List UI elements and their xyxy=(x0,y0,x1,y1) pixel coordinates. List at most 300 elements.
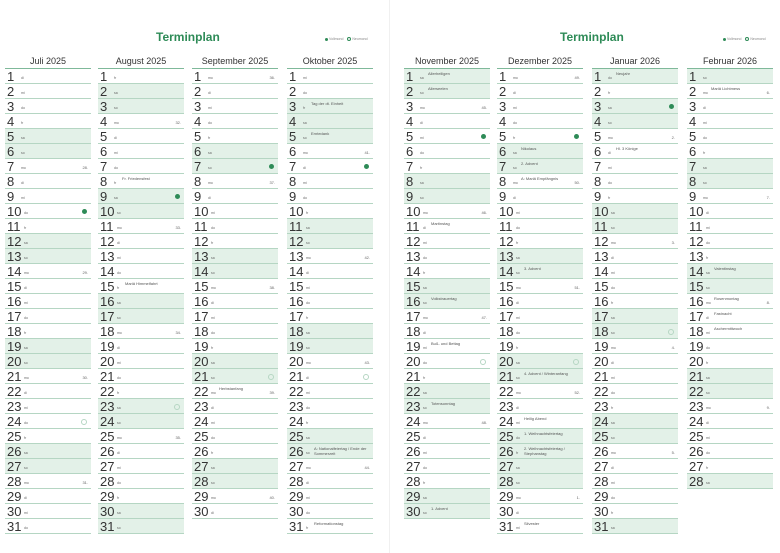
day-row[interactable] xyxy=(404,99,490,114)
day-row[interactable] xyxy=(5,384,91,399)
day-number: 28 xyxy=(289,474,304,489)
day-row[interactable] xyxy=(592,489,678,504)
day-row[interactable] xyxy=(287,174,373,189)
day-row[interactable] xyxy=(687,294,773,309)
day-row[interactable] xyxy=(98,264,184,279)
week-number: 40. xyxy=(269,495,275,500)
day-row[interactable] xyxy=(192,504,278,519)
new-moon-icon xyxy=(745,37,749,41)
weekday-label: mo xyxy=(306,256,311,260)
day-row[interactable] xyxy=(192,489,278,504)
day-row[interactable] xyxy=(98,414,184,429)
day-row[interactable] xyxy=(687,309,773,324)
day-row[interactable] xyxy=(687,429,773,444)
day-row[interactable] xyxy=(287,114,373,129)
day-number: 6 xyxy=(594,144,602,159)
day-row[interactable] xyxy=(687,249,773,264)
day-row[interactable] xyxy=(287,399,373,414)
weekday-label: fr xyxy=(306,421,309,425)
day-row[interactable] xyxy=(192,174,278,189)
day-number: 27 xyxy=(594,459,609,474)
day-row[interactable] xyxy=(5,369,91,384)
day-row[interactable] xyxy=(497,174,583,189)
weekday-label: fr xyxy=(516,451,519,455)
day-row[interactable] xyxy=(404,69,490,84)
day-row[interactable] xyxy=(287,354,373,369)
day-row[interactable] xyxy=(98,309,184,324)
day-row[interactable] xyxy=(5,279,91,294)
day-row[interactable] xyxy=(404,429,490,444)
day-row[interactable] xyxy=(592,429,678,444)
day-row[interactable] xyxy=(287,324,373,339)
day-row[interactable] xyxy=(5,294,91,309)
day-row[interactable] xyxy=(687,264,773,279)
day-row[interactable] xyxy=(287,159,373,174)
day-row[interactable] xyxy=(404,414,490,429)
day-number: 14 xyxy=(289,264,304,279)
day-row[interactable] xyxy=(192,339,278,354)
day-row[interactable] xyxy=(98,99,184,114)
day-row[interactable] xyxy=(592,174,678,189)
weekday-label: fr xyxy=(608,196,611,200)
day-row[interactable] xyxy=(287,309,373,324)
day-row[interactable] xyxy=(592,399,678,414)
day-row[interactable] xyxy=(687,159,773,174)
day-row[interactable] xyxy=(5,339,91,354)
day-row[interactable] xyxy=(5,84,91,99)
day-row[interactable] xyxy=(287,144,373,159)
day-row[interactable] xyxy=(98,324,184,339)
day-row[interactable] xyxy=(5,399,91,414)
day-row[interactable] xyxy=(404,399,490,414)
day-row[interactable] xyxy=(687,114,773,129)
day-row[interactable] xyxy=(687,414,773,429)
day-number: 21 xyxy=(7,369,22,384)
day-row[interactable] xyxy=(192,234,278,249)
day-number: 15 xyxy=(7,279,22,294)
day-row[interactable] xyxy=(5,159,91,174)
day-row[interactable] xyxy=(98,294,184,309)
month-column xyxy=(592,54,678,534)
day-row[interactable] xyxy=(98,234,184,249)
day-row[interactable] xyxy=(5,99,91,114)
day-row[interactable] xyxy=(687,354,773,369)
day-row[interactable] xyxy=(98,219,184,234)
day-row[interactable] xyxy=(287,84,373,99)
day-row[interactable] xyxy=(287,489,373,504)
day-row[interactable] xyxy=(592,324,678,339)
weekday-label: di xyxy=(703,106,706,110)
day-row[interactable] xyxy=(592,84,678,99)
day-row[interactable] xyxy=(98,129,184,144)
day-number: 15 xyxy=(594,279,609,294)
day-row[interactable] xyxy=(687,189,773,204)
day-row[interactable] xyxy=(497,189,583,204)
day-row[interactable] xyxy=(592,219,678,234)
day-row[interactable] xyxy=(98,69,184,84)
weekday-label: mi xyxy=(306,286,310,290)
day-row[interactable] xyxy=(5,459,91,474)
day-row[interactable] xyxy=(592,144,678,159)
day-row[interactable] xyxy=(497,309,583,324)
day-row[interactable] xyxy=(592,459,678,474)
week-number: 50. xyxy=(574,180,580,185)
day-row[interactable] xyxy=(192,114,278,129)
day-row[interactable] xyxy=(592,99,678,114)
day-row[interactable] xyxy=(287,279,373,294)
day-row[interactable] xyxy=(404,354,490,369)
day-row[interactable] xyxy=(497,129,583,144)
day-row[interactable] xyxy=(592,369,678,384)
day-row[interactable] xyxy=(497,264,583,279)
day-row[interactable] xyxy=(5,129,91,144)
day-row[interactable] xyxy=(687,444,773,459)
day-row[interactable] xyxy=(497,459,583,474)
day-row[interactable] xyxy=(98,489,184,504)
day-row[interactable] xyxy=(192,279,278,294)
day-row[interactable] xyxy=(5,489,91,504)
day-row[interactable] xyxy=(497,159,583,174)
day-number: 2 xyxy=(289,84,297,99)
weekday-label: fr xyxy=(423,271,426,275)
day-row[interactable] xyxy=(687,279,773,294)
day-number: 16 xyxy=(194,294,209,309)
day-row[interactable] xyxy=(192,219,278,234)
day-row[interactable] xyxy=(287,504,373,519)
day-row[interactable] xyxy=(5,189,91,204)
weekday-label: do xyxy=(208,121,212,125)
weekday-label: fr xyxy=(24,331,27,335)
holiday-label: Martinstag xyxy=(431,221,450,226)
day-row[interactable] xyxy=(404,279,490,294)
day-row[interactable] xyxy=(287,384,373,399)
day-row[interactable] xyxy=(192,189,278,204)
day-row[interactable] xyxy=(192,399,278,414)
day-row[interactable] xyxy=(404,459,490,474)
day-row[interactable] xyxy=(497,84,583,99)
day-row[interactable] xyxy=(287,249,373,264)
day-row[interactable] xyxy=(592,114,678,129)
day-row[interactable] xyxy=(592,249,678,264)
day-row[interactable] xyxy=(5,69,91,84)
day-row[interactable] xyxy=(98,114,184,129)
day-row[interactable] xyxy=(687,99,773,114)
day-row[interactable] xyxy=(592,414,678,429)
day-number: 23 xyxy=(7,399,22,414)
day-row[interactable] xyxy=(497,324,583,339)
day-row[interactable] xyxy=(287,69,373,84)
day-row[interactable] xyxy=(192,69,278,84)
day-row[interactable] xyxy=(497,144,583,159)
day-row[interactable] xyxy=(497,474,583,489)
day-row[interactable] xyxy=(98,429,184,444)
day-row[interactable] xyxy=(98,84,184,99)
day-row[interactable] xyxy=(687,174,773,189)
day-row[interactable] xyxy=(404,204,490,219)
day-row[interactable] xyxy=(192,444,278,459)
weekday-label: di xyxy=(306,376,309,380)
day-number: 29 xyxy=(594,489,609,504)
day-row[interactable] xyxy=(5,144,91,159)
day-row[interactable] xyxy=(192,144,278,159)
day-row[interactable] xyxy=(5,114,91,129)
day-row[interactable] xyxy=(192,324,278,339)
day-row[interactable] xyxy=(592,519,678,534)
day-row[interactable] xyxy=(287,189,373,204)
day-row[interactable] xyxy=(404,324,490,339)
day-row[interactable] xyxy=(5,249,91,264)
day-row[interactable] xyxy=(497,384,583,399)
day-number: 12 xyxy=(594,234,609,249)
day-row[interactable] xyxy=(687,234,773,249)
day-row[interactable] xyxy=(497,249,583,264)
day-number: 13 xyxy=(194,249,209,264)
day-row[interactable] xyxy=(98,159,184,174)
day-row[interactable] xyxy=(687,369,773,384)
day-row[interactable] xyxy=(5,429,91,444)
day-row[interactable] xyxy=(497,399,583,414)
day-row[interactable] xyxy=(287,444,373,459)
day-row[interactable] xyxy=(287,264,373,279)
day-row[interactable] xyxy=(192,309,278,324)
day-row[interactable] xyxy=(497,444,583,459)
day-row[interactable] xyxy=(98,384,184,399)
weekday-label: do xyxy=(117,271,121,275)
day-row[interactable] xyxy=(592,354,678,369)
day-row[interactable] xyxy=(687,219,773,234)
day-row[interactable] xyxy=(5,219,91,234)
day-row[interactable] xyxy=(497,219,583,234)
day-row[interactable] xyxy=(287,204,373,219)
day-row[interactable] xyxy=(192,429,278,444)
day-row[interactable] xyxy=(592,339,678,354)
day-row[interactable] xyxy=(287,519,373,534)
day-row[interactable] xyxy=(98,474,184,489)
day-row[interactable] xyxy=(98,444,184,459)
moon-legend xyxy=(720,37,766,41)
day-row[interactable] xyxy=(497,294,583,309)
day-row[interactable] xyxy=(497,429,583,444)
day-row[interactable] xyxy=(592,279,678,294)
day-row[interactable] xyxy=(287,219,373,234)
day-row[interactable] xyxy=(687,84,773,99)
day-row[interactable] xyxy=(192,459,278,474)
new-moon-icon xyxy=(363,374,369,380)
day-row[interactable] xyxy=(687,204,773,219)
day-number: 28 xyxy=(689,474,704,489)
day-row[interactable] xyxy=(5,504,91,519)
day-row[interactable] xyxy=(687,324,773,339)
day-row[interactable] xyxy=(497,279,583,294)
day-row[interactable] xyxy=(192,369,278,384)
day-row[interactable] xyxy=(687,459,773,474)
day-row[interactable] xyxy=(98,399,184,414)
day-row[interactable] xyxy=(98,279,184,294)
day-row[interactable] xyxy=(497,69,583,84)
day-row[interactable] xyxy=(404,474,490,489)
day-number: 12 xyxy=(100,234,115,249)
day-row[interactable] xyxy=(497,204,583,219)
day-row[interactable] xyxy=(592,294,678,309)
weekday-label: sa xyxy=(117,511,121,515)
day-row[interactable] xyxy=(98,174,184,189)
day-row[interactable] xyxy=(497,339,583,354)
day-row[interactable] xyxy=(5,264,91,279)
day-row[interactable] xyxy=(687,384,773,399)
day-row[interactable] xyxy=(287,234,373,249)
day-row[interactable] xyxy=(287,129,373,144)
month-name: Dezember 2025 xyxy=(497,54,583,69)
day-row[interactable] xyxy=(5,414,91,429)
day-row[interactable] xyxy=(497,519,583,534)
day-row[interactable] xyxy=(287,369,373,384)
day-row[interactable] xyxy=(287,99,373,114)
day-row[interactable] xyxy=(404,504,490,519)
day-row[interactable] xyxy=(287,474,373,489)
weekday-label: mi xyxy=(117,361,121,365)
day-row[interactable] xyxy=(592,234,678,249)
day-row[interactable] xyxy=(98,504,184,519)
day-number: 1 xyxy=(194,69,202,84)
day-row[interactable] xyxy=(497,354,583,369)
day-number: 21 xyxy=(406,369,421,384)
day-row[interactable] xyxy=(404,489,490,504)
day-number: 26 xyxy=(499,444,514,459)
day-row[interactable] xyxy=(592,444,678,459)
day-row[interactable] xyxy=(98,519,184,534)
day-row[interactable] xyxy=(497,234,583,249)
day-row[interactable] xyxy=(687,339,773,354)
day-row[interactable] xyxy=(404,114,490,129)
day-row[interactable] xyxy=(404,129,490,144)
day-row[interactable] xyxy=(497,99,583,114)
day-row[interactable] xyxy=(192,84,278,99)
day-row[interactable] xyxy=(98,354,184,369)
day-row[interactable] xyxy=(687,474,773,489)
day-row[interactable] xyxy=(592,309,678,324)
day-row[interactable] xyxy=(687,144,773,159)
day-row[interactable] xyxy=(497,489,583,504)
day-row[interactable] xyxy=(5,519,91,534)
day-row[interactable] xyxy=(192,354,278,369)
day-row[interactable] xyxy=(404,144,490,159)
day-number: 7 xyxy=(406,159,414,174)
day-row[interactable] xyxy=(5,204,91,219)
weekday-label: sa xyxy=(516,256,520,260)
day-row[interactable] xyxy=(192,129,278,144)
day-row[interactable] xyxy=(98,369,184,384)
day-row[interactable] xyxy=(592,69,678,84)
day-row[interactable] xyxy=(592,474,678,489)
day-number: 19 xyxy=(594,339,609,354)
day-row[interactable] xyxy=(497,504,583,519)
day-row[interactable] xyxy=(592,504,678,519)
day-row[interactable] xyxy=(192,204,278,219)
day-row[interactable] xyxy=(497,414,583,429)
day-row[interactable] xyxy=(98,249,184,264)
weekday-label: so xyxy=(24,466,28,470)
day-number: 5 xyxy=(499,129,507,144)
day-number: 23 xyxy=(194,399,209,414)
day-row[interactable] xyxy=(192,159,278,174)
day-row[interactable] xyxy=(192,414,278,429)
day-row[interactable] xyxy=(5,354,91,369)
day-row[interactable] xyxy=(98,144,184,159)
day-row[interactable] xyxy=(287,414,373,429)
day-row[interactable] xyxy=(192,294,278,309)
day-number: 8 xyxy=(7,174,15,189)
day-row[interactable] xyxy=(404,264,490,279)
day-row[interactable] xyxy=(192,384,278,399)
day-row[interactable] xyxy=(592,129,678,144)
day-row[interactable] xyxy=(404,309,490,324)
day-row[interactable] xyxy=(497,369,583,384)
weekday-label: di xyxy=(608,151,611,155)
day-row[interactable] xyxy=(404,234,490,249)
day-row[interactable] xyxy=(98,204,184,219)
day-row[interactable] xyxy=(404,384,490,399)
weekday-label: sa xyxy=(306,436,310,440)
month-column xyxy=(287,54,373,534)
day-row[interactable] xyxy=(404,249,490,264)
day-row[interactable] xyxy=(404,84,490,99)
day-row[interactable] xyxy=(5,309,91,324)
day-row[interactable] xyxy=(592,189,678,204)
day-row[interactable] xyxy=(5,474,91,489)
day-row[interactable] xyxy=(592,384,678,399)
day-row[interactable] xyxy=(287,459,373,474)
day-row[interactable] xyxy=(404,294,490,309)
weekday-label: sa xyxy=(706,271,710,275)
day-row[interactable] xyxy=(5,234,91,249)
day-row[interactable] xyxy=(592,204,678,219)
day-row[interactable] xyxy=(592,159,678,174)
day-row[interactable] xyxy=(5,444,91,459)
weekday-label: mo xyxy=(423,421,428,425)
day-row[interactable] xyxy=(687,129,773,144)
day-row[interactable] xyxy=(404,174,490,189)
day-row[interactable] xyxy=(98,459,184,474)
day-row[interactable] xyxy=(5,174,91,189)
day-row[interactable] xyxy=(592,264,678,279)
day-row[interactable] xyxy=(287,339,373,354)
day-row[interactable] xyxy=(192,264,278,279)
day-number: 21 xyxy=(594,369,609,384)
day-row[interactable] xyxy=(98,189,184,204)
day-row[interactable] xyxy=(404,339,490,354)
weekday-label: di xyxy=(211,406,214,410)
day-row[interactable] xyxy=(5,324,91,339)
day-number: 16 xyxy=(289,294,304,309)
day-row[interactable] xyxy=(687,399,773,414)
day-row[interactable] xyxy=(404,159,490,174)
day-row[interactable] xyxy=(497,114,583,129)
day-row[interactable] xyxy=(404,189,490,204)
day-row[interactable] xyxy=(404,444,490,459)
day-row[interactable] xyxy=(287,294,373,309)
day-row[interactable] xyxy=(287,429,373,444)
day-row[interactable] xyxy=(192,249,278,264)
weekday-label: di xyxy=(516,511,519,515)
day-row[interactable] xyxy=(192,99,278,114)
day-number: 21 xyxy=(689,369,704,384)
day-row[interactable] xyxy=(192,474,278,489)
weekday-label: di xyxy=(423,436,426,440)
day-row[interactable] xyxy=(687,69,773,84)
day-row[interactable] xyxy=(404,369,490,384)
day-row[interactable] xyxy=(404,219,490,234)
day-row[interactable] xyxy=(98,339,184,354)
